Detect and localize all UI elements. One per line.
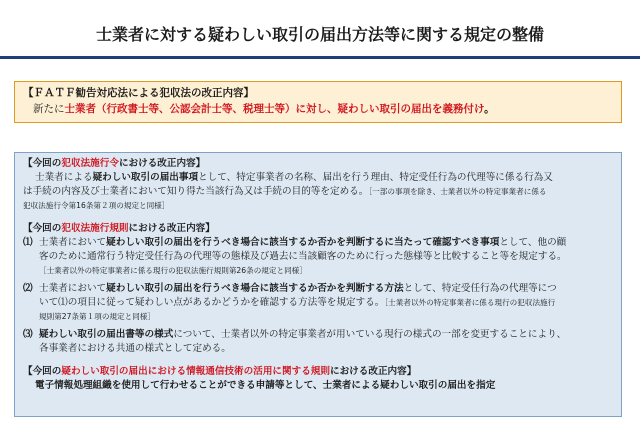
text: は手続の内容及び士業者において知り得た当該行為又は手続の目的等を定める。: [23, 186, 369, 197]
heading-post: における改正内容】: [330, 366, 417, 377]
section-ict-rules-heading: [23, 365, 613, 379]
note: ［士業者以外の特定事業者に係る現行の犯収法施行: [384, 298, 556, 307]
fatf-amendment-box: [14, 81, 622, 123]
heading-pre: 【今回の: [23, 158, 62, 169]
title-underline: [0, 56, 640, 59]
text: 客のために通常行う特定受任行為の代理等の態様及び過去に当該顧客のために行った態様等と比較すること等を規定する。: [39, 251, 567, 262]
fatf-heading: 【ＦＡＴＦ勧告対応法による犯収法の改正内容】: [23, 87, 254, 99]
fatf-summary-pre: 新たに: [33, 103, 65, 115]
fatf-summary: [23, 101, 613, 117]
section1-line1: [23, 171, 613, 185]
section-enforcement-rules-heading: [23, 222, 613, 236]
text-bold: 疑わしい取引の届出事項: [92, 172, 199, 183]
heading-highlight: 犯収法施行令: [61, 158, 119, 169]
text-bold: 疑わしい取引の届出書等の様式: [39, 329, 174, 340]
fatf-summary-highlight: 士業者（行政書士等、公認会計士等、税理士等）に対し、疑わしい取引の届出を義務付け: [64, 103, 485, 115]
heading-highlight: 疑わしい取引の届出における情報通信技術の活用に関する規則: [61, 366, 330, 377]
fatf-summary-post: 。: [484, 103, 495, 115]
rule-item-3: [23, 328, 613, 356]
text: いて⑴の項目に従って疑わしい点があるかどうかを確認する方法等を規定する。: [39, 297, 385, 308]
rule-item-2: [23, 282, 613, 324]
rule-item-1: [23, 236, 613, 278]
heading-post: における改正内容】: [118, 158, 206, 169]
heading-pre: 【今回の: [23, 223, 62, 234]
page-title: 士業者に対する疑わしい取引の届出方法等に関する規定の整備: [95, 25, 544, 44]
item-number: ⑵: [23, 283, 33, 294]
text: として、他の顧: [499, 237, 567, 248]
text: として、特定事業者の名称、届出を行う理由、特定受任行為の代理等に係る行為又: [198, 172, 553, 183]
note: 規則第27条第１項の規定と同様］: [39, 312, 155, 321]
section-enforcement-order-heading: [23, 157, 613, 171]
heading-post: における改正内容】: [128, 223, 215, 234]
heading-pre: 【今回の: [23, 366, 62, 377]
item-number: ⑶: [23, 329, 33, 340]
text: 士業者による: [35, 172, 93, 183]
text-bold: 疑わしい取引の届出を行うべき場合に該当するか否かを判断するに当たって確認すべき事項: [106, 237, 500, 248]
text: について、士業者以外の特定事業者が用いている現行の様式の一部を変更することにより、: [173, 329, 567, 340]
text: 士業者において: [39, 237, 107, 248]
note: ［一部の事項を除き、士業者以外の特定事業者に係る: [368, 187, 547, 196]
text: として、特定受任行為の代理等につ: [403, 283, 557, 294]
text: 士業者において: [39, 283, 107, 294]
note: ［士業者以外の特定事業者に係る現行の犯収法施行規則第26条の規定と同様］: [39, 266, 307, 275]
amendment-details-box: [14, 152, 622, 417]
section1-note-line: 犯収法施行令第16条第２項の規定と同様］: [23, 201, 170, 210]
text-bold: 疑わしい取引の届出を行うべき場合に該当するか否かを判断する方法: [106, 283, 404, 294]
item-number: ⑴: [23, 237, 33, 248]
section1-line2: [23, 185, 613, 199]
text: 各事業者における共通の様式として定める。: [39, 343, 231, 354]
heading-highlight: 犯収法施行規則: [61, 223, 129, 234]
section3-text: 電子情報処理組織を使用して行わせることができる申請等として、士業者による疑わしい取引の届出を指定: [35, 380, 496, 391]
